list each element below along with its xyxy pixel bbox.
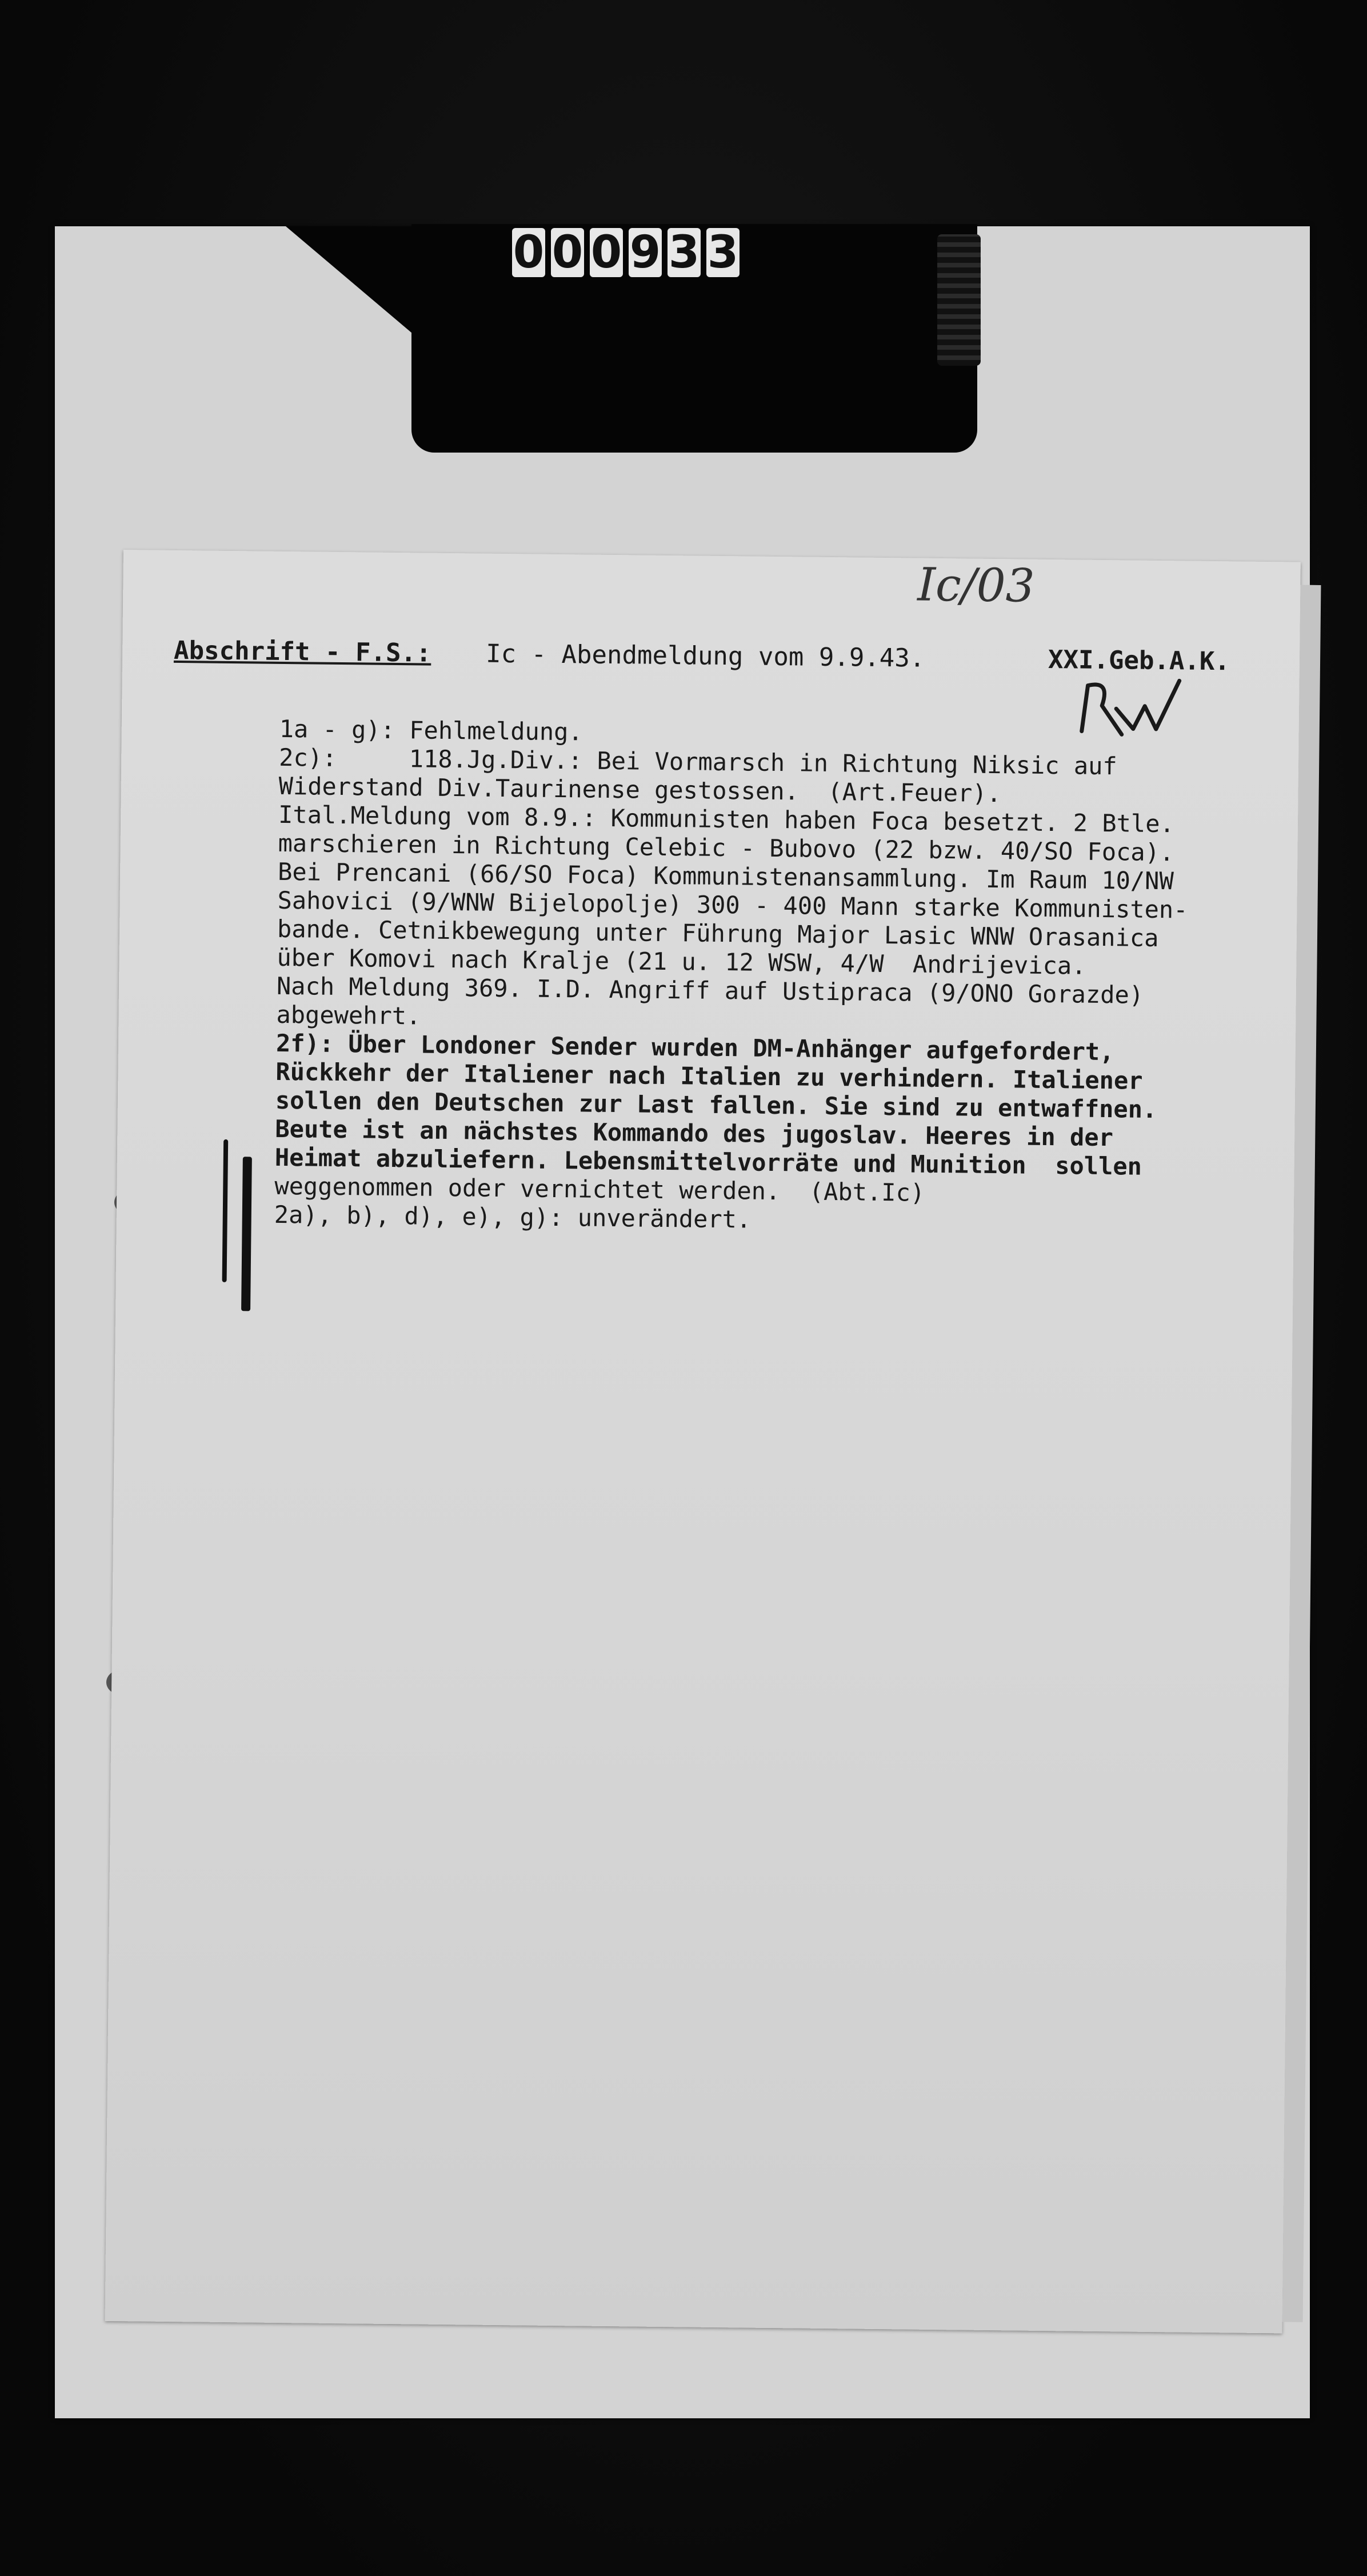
report-line: Heimat abzuliefern. Lebensmittelvorräte und Munition sollen	[274, 1143, 1142, 1181]
report-line: Sahovici (9/WNW Bijelopolje) 300 - 400 Mann starke Kommunisten-	[277, 886, 1188, 924]
counter-digit: 0	[513, 227, 545, 278]
counter-knob	[937, 234, 981, 366]
header-copy-label: Abschrift - F.S.:	[173, 635, 431, 668]
counter-digit: 3	[707, 227, 739, 278]
report-line: Rückkehr der Italiener nach Italien zu verhindern. Italiener	[275, 1057, 1143, 1095]
report-line: Bei Prencani (66/SO Foca) Kommunistenansammlung. Im Raum 10/NW	[277, 857, 1174, 895]
report-line: 2f): Über Londoner Sender wurden DM-Anhänger aufgefordert,	[275, 1029, 1114, 1066]
report-line: über Komovi nach Kralje (21 u. 12 WSW, 4/W Andrijevica.	[277, 943, 1086, 980]
handwritten-file-note: Ic/03	[917, 558, 1036, 613]
document-page	[105, 550, 1301, 2333]
report-line: bande. Cetnikbewegung unter Führung Major Lasic WNW Orasanica	[277, 914, 1159, 953]
header-report-title: Ic - Abendmeldung vom 9.9.43.	[485, 639, 925, 673]
report-line: sollen den Deutschen zur Last fallen. Sie sind zu entwaffnen.	[275, 1086, 1157, 1123]
report-line: 2a), b), d), e), g): unverändert.	[274, 1200, 752, 1234]
report-line: Nach Meldung 369. I.D. Angriff auf Ustipraca (9/ONO Gorazde)	[276, 971, 1144, 1009]
margin-marker-line	[222, 1139, 229, 1282]
counter-digit: 3	[668, 227, 700, 278]
report-line: 1a - g): Fehlmeldung.	[279, 714, 583, 746]
report-line: Ital.Meldung vom 8.9.: Kommunisten haben Foca besetzt. 2 Btle.	[278, 800, 1175, 838]
report-line: weggenommen oder vernichtet werden. (Abt.Ic)	[274, 1171, 925, 1207]
frame-counter	[512, 224, 740, 281]
report-line: marschieren in Richtung Celebic - Bubovo (22 bzw. 40/SO Foca).	[278, 829, 1174, 867]
report-line: Widerstand Div.Taurinense gestossen. (Art.Feuer).	[278, 771, 1002, 808]
counter-digit: 0	[551, 227, 583, 278]
header-unit: XXI.Geb.A.K.	[1048, 645, 1230, 677]
report-line: 2c): 118.Jg.Div.: Bei Vormarsch in Richtung Niksic auf	[278, 743, 1117, 781]
report-line: Beute ist an nächstes Kommando des jugoslav. Heeres in der	[275, 1114, 1114, 1152]
counter-digit: 9	[629, 227, 661, 278]
counter-digit: 0	[590, 227, 622, 278]
margin-marker-line	[241, 1157, 252, 1311]
report-line: abgewehrt.	[276, 1000, 421, 1030]
report-body	[274, 715, 1262, 1239]
